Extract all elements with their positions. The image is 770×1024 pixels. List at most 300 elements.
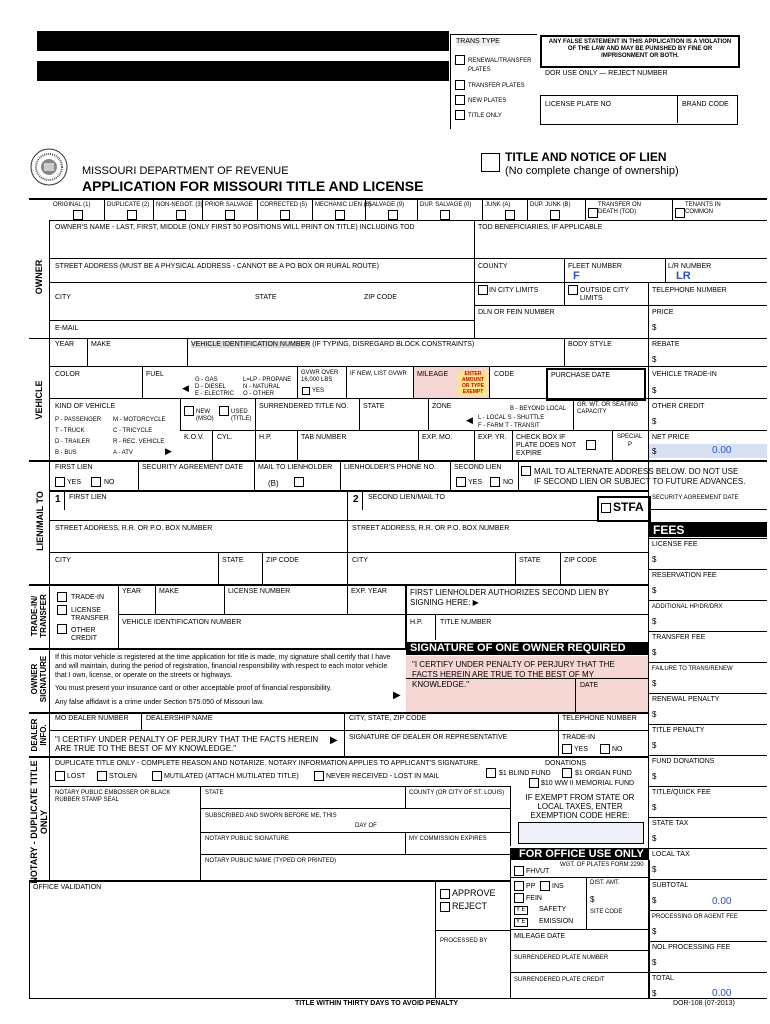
outside-city-label: OUTSIDE CITY LIMITS — [580, 287, 629, 302]
dollar-sign: $ — [652, 555, 657, 564]
notary-section-label: NOTARY - DUPLICATE TITLE ONLY — [29, 760, 49, 884]
redaction-bar — [37, 31, 449, 51]
kind-option: T - TRUCK — [55, 428, 85, 434]
surr-credit-label: SURRENDERED PLATE CREDIT — [514, 977, 605, 983]
trade-vin-label: VEHICLE IDENTIFICATION NUMBER — [122, 619, 242, 626]
fhvut-checkbox[interactable] — [514, 866, 524, 876]
never-received-checkbox[interactable] — [314, 771, 324, 781]
zone-arrow-icon: ◀ — [466, 415, 473, 425]
fuel-option: N - NATURAL — [243, 384, 281, 390]
first-auth-label: FIRST LIENHOLDER AUTHORIZES SECOND LIEN BY SIGNING HERE: ▶ — [410, 588, 609, 607]
fee-label: FAILURE TO TRANS/RENEW — [652, 666, 733, 672]
trade-section-label: TRADE-IN/ TRANSFER — [30, 594, 48, 638]
title-type-label: SALVAGE (9) — [368, 202, 405, 208]
commission-label: MY COMMISSION EXPIRES — [409, 836, 487, 842]
title-type-checkbox[interactable] — [280, 210, 290, 220]
dollar-sign: $ — [652, 803, 657, 812]
second-lien-no-checkbox[interactable] — [490, 477, 500, 487]
surr-plate-label: SURRENDERED PLATE NUMBER — [514, 955, 609, 961]
owner-name-label: OWNER'S NAME - LAST, FIRST, MIDDLE (ONLY FIRST 50 POSITIONS WILL PRINT ON TITLE) INCLUDING TOD — [55, 224, 415, 231]
license-plate-box — [540, 95, 738, 125]
owner-state-label: STATE — [255, 294, 277, 301]
dollar-sign: $ — [652, 417, 657, 426]
trade-year-label: YEAR — [122, 588, 142, 595]
trans-opt-label: PLATES — [468, 67, 491, 73]
net-price-label: NET PRICE — [652, 434, 690, 441]
zone-label: ZONE — [432, 403, 452, 410]
vin-label-text: VEHICLE IDENTIFICATION NUMBER — [191, 341, 311, 348]
yes-label: YES — [574, 746, 589, 753]
kind-option: C - TRICYCLE — [113, 428, 153, 434]
dollar-sign: $ — [652, 958, 657, 967]
dealership-name-label: DEALERSHIP NAME — [146, 715, 213, 722]
gvwr-yes-checkbox[interactable] — [302, 387, 310, 395]
dollar-sign: $ — [652, 323, 657, 332]
reason-lost: LOST — [67, 773, 86, 780]
ww2-fund-checkbox[interactable] — [529, 778, 539, 788]
dollar-sign: $ — [652, 896, 657, 905]
subscribed-label: SUBSCRIBED AND SWORN BEFORE ME, THIS — [205, 813, 337, 819]
gvwr-yes-label: YES — [312, 388, 325, 394]
wgt-label: WGT. OF PLATES FORM 2290 — [560, 862, 644, 868]
dollar-sign: $ — [652, 648, 657, 657]
donation-blind: $1 BLIND FUND — [499, 770, 551, 777]
lr-value: LR — [676, 270, 691, 282]
sig-date-label: DATE — [580, 682, 599, 689]
dln-label: DLN OR FEIN NUMBER — [478, 309, 555, 316]
no-label: NO — [104, 479, 115, 486]
fee-value: 0.00 — [712, 896, 732, 907]
email-label: E-MAIL — [55, 325, 79, 332]
fleet-value: F — [573, 270, 580, 282]
title-type-checkbox[interactable] — [335, 210, 345, 220]
owner-sig-text2: You must present your insurance card or other acceptable proof of financial responsibility. — [55, 685, 332, 692]
dealer-phone-label: TELEPHONE NUMBER — [562, 715, 637, 722]
color-label: COLOR — [55, 371, 80, 378]
application-title: APPLICATION FOR MISSOURI TITLE AND LICENSE — [82, 178, 424, 194]
fhvut-label: FHVUT — [526, 868, 550, 875]
reject-label: REJECT — [452, 901, 488, 911]
vehicle-state-label: STATE — [363, 403, 385, 410]
fee-label: LOCAL TAX — [652, 851, 690, 858]
fuel-option: L=LP - PROPANE — [243, 377, 292, 383]
trans-opt-label: RENEWAL/TRANSFER — [468, 58, 532, 64]
safety-label: SAFETY — [539, 906, 567, 913]
title-only-checkbox[interactable] — [455, 110, 465, 120]
zone-option-text: S - SHUTTLE — [507, 415, 545, 421]
kind-label: KIND OF VEHICLE — [55, 403, 116, 410]
for-office-label: FOR OFFICE USE ONLY — [519, 848, 644, 860]
other-credit-option: OTHER CREDIT — [71, 627, 98, 642]
title-type-checkbox[interactable] — [73, 210, 83, 220]
exempt-code-box[interactable] — [518, 822, 644, 844]
owner-sig-label: OWNER SIGNATURE — [30, 655, 48, 703]
fee-label: NOL PROCESSING FEE — [652, 944, 731, 951]
kind-arrow-icon: ▶ — [165, 446, 172, 456]
other-credit-checkbox[interactable] — [57, 624, 67, 634]
enter-amount-note: ENTER AMOUNT OR TYPE EXEMPT — [458, 371, 488, 395]
lost-checkbox[interactable] — [55, 771, 65, 781]
dollar-sign: $ — [652, 679, 657, 688]
other-credit-label: OTHER CREDIT — [652, 403, 705, 410]
first-auth-text: FIRST LIENHOLDER AUTHORIZES SECOND LIEN BY SIGNING HERE: — [410, 588, 609, 607]
fuel-options-2 — [243, 377, 291, 398]
title-type-row — [50, 200, 767, 220]
trade-in-checkbox[interactable] — [57, 592, 67, 602]
first-lien-label: FIRST LIEN — [55, 464, 93, 471]
kind-option: P - PASSENGER — [55, 417, 102, 423]
yes-label: YES — [468, 479, 483, 486]
fuel-option: G - GAS — [195, 377, 218, 383]
net-price-value: 0.00 — [712, 445, 732, 456]
fees-title: FEES — [653, 523, 685, 537]
net-price-shade — [649, 444, 767, 458]
day-of-label: DAY OF — [355, 823, 377, 829]
emission-label: EMISSION — [539, 918, 574, 925]
title-type-label: NON-NEGOT. (3) — [156, 202, 203, 208]
exp-mo-label: EXP. MO. — [422, 434, 453, 441]
zone-option-text: L - LOCAL — [478, 415, 506, 421]
zone-option — [478, 423, 540, 430]
signature-required: SIGNATURE OF ONE OWNER REQUIRED — [410, 642, 626, 654]
vin-label — [191, 341, 474, 349]
title-type-checkbox[interactable] — [127, 210, 137, 220]
fee-label: TOTAL — [652, 975, 674, 982]
title-type-label: MECHANIC LIEN (6) — [315, 202, 372, 208]
mileage-label: MILEAGE — [417, 371, 449, 378]
new-checkbox[interactable] — [184, 406, 194, 416]
fuel-arrow-icon: ◀ — [182, 383, 189, 393]
lien-number-2: 2 — [353, 494, 359, 505]
fee-label: RENEWAL PENALTY — [652, 696, 720, 703]
dollar-sign: $ — [652, 865, 657, 874]
year-label: YEAR — [55, 341, 75, 348]
title-type-label: DUP. SALVAGE (0) — [420, 202, 472, 208]
vehicle-section-label: VEHICLE — [34, 380, 44, 420]
mileage-date-label: MILEAGE DATE — [514, 933, 566, 940]
lien2-street-label: STREET ADDRESS, R.R. OR P.O. BOX NUMBER — [352, 525, 510, 532]
mail-to-checkbox[interactable] — [294, 477, 304, 487]
dollar-sign: $ — [652, 989, 657, 998]
lien1-state-label: STATE — [222, 557, 244, 564]
blind-fund-checkbox[interactable] — [486, 768, 496, 778]
donation-organ: $1 ORGAN FUND — [575, 770, 632, 777]
title-type-label: TRANSFER ON DEATH (TOD) — [598, 202, 642, 215]
exp-yr-label: EXP. YR. — [478, 434, 507, 441]
fee-label: RESERVATION FEE — [652, 572, 717, 579]
pp-checkbox[interactable] — [514, 881, 524, 891]
zone-option — [478, 415, 544, 422]
in-city-checkbox[interactable] — [478, 285, 488, 295]
fleet-label: FLEET NUMBER — [568, 263, 622, 270]
fee-label: FUND DONATIONS — [652, 758, 715, 765]
lien1-zip-label: ZIP CODE — [266, 557, 299, 564]
owner-city-label: CITY — [55, 294, 71, 301]
special-p: P — [628, 442, 633, 448]
check-box-label: CHECK BOX IF PLATE DOES NOT EXPIRE — [516, 434, 577, 457]
transfer-plates-checkbox[interactable] — [455, 80, 465, 90]
body-style-label: BODY STYLE — [568, 341, 612, 348]
trade-hp-label: H.P. — [410, 619, 423, 626]
kind-option: A - ATV — [113, 450, 133, 456]
trade-in-label: VEHICLE TRADE-IN — [652, 371, 717, 378]
lien1-street-label: STREET ADDRESS, R.R. OR P.O. BOX NUMBER — [55, 525, 213, 532]
exempt-label: IF EXEMPT FROM STATE OR LOCAL TAXES, ENTER EXEMPTION CODE HERE: — [525, 793, 635, 820]
surrendered-label: SURRENDERED TITLE NO. — [259, 403, 349, 410]
trade-license-label: LICENSE NUMBER — [228, 588, 291, 595]
title-type-label: CORRECTED (5) — [260, 202, 308, 208]
kind-option: D - TRAILER — [55, 439, 90, 445]
lien-section-label: LIEN/MAIL TO — [35, 491, 45, 551]
reject-checkbox[interactable] — [440, 902, 450, 912]
kind-option: R - REC. VEHICLE — [113, 439, 165, 445]
hp-label: H.P. — [259, 434, 272, 441]
lien-title: TITLE AND NOTICE OF LIEN — [505, 150, 667, 164]
gr-wt-label: GR. WT. OR SEATING CAPACITY — [577, 402, 638, 415]
fuel-option: O - OTHER — [243, 391, 274, 397]
fee-label: STATE TAX — [652, 820, 689, 827]
fein-checkbox[interactable] — [514, 893, 524, 903]
title-type-checkbox[interactable] — [176, 210, 186, 220]
dollar-sign: $ — [590, 895, 595, 904]
kind-option: M - MOTORCYCLE — [113, 417, 166, 423]
fee-label: TITLE PENALTY — [652, 727, 705, 734]
used-label: USED (TITLE) — [231, 409, 252, 422]
cyl-label: CYL. — [217, 434, 233, 441]
notary-printed-label: NOTARY PUBLIC NAME (TYPED OR PRINTED) — [205, 858, 337, 864]
make-label: MAKE — [91, 341, 111, 348]
in-city-label: IN CITY LIMITS — [489, 287, 539, 294]
kind-options — [55, 415, 101, 459]
stfa-label: STFA — [613, 500, 644, 514]
lien1-city-label: CITY — [55, 557, 71, 564]
ye-emission: Y E — [516, 919, 526, 925]
dollar-sign: $ — [652, 617, 657, 626]
used-checkbox[interactable] — [219, 406, 229, 416]
dollar-sign: $ — [652, 586, 657, 595]
kind-options-2 — [113, 415, 166, 459]
title-type-label: TENANTS IN COMMON — [685, 202, 721, 215]
title-type-checkbox[interactable] — [675, 208, 685, 218]
fuel-option: D - DIESEL — [195, 384, 227, 390]
embosser-label: NOTARY PUBLIC EMBOSSER OR BLACK RUBBER STAMP SEAL — [55, 790, 171, 803]
fuel-label: FUEL — [146, 371, 164, 378]
dup-only-label: DUPLICATE TITLE ONLY - COMPLETE REASON AND NOTARIZE. NOTARY INFORMATION APPLIES TO APPLICANT'S SIGNATURE. — [55, 760, 480, 767]
dollar-sign: $ — [652, 355, 657, 364]
dealer-yes-checkbox[interactable] — [562, 744, 572, 754]
lien-subtitle: (No complete change of ownership) — [505, 165, 679, 177]
zone-option-text: F - FARM — [478, 423, 504, 429]
fee-label: TITLE/QUICK FEE — [652, 789, 711, 796]
second-mail-label: SECOND LIEN/MAIL TO — [368, 494, 445, 501]
reason-stolen: STOLEN — [109, 773, 137, 780]
license-transfer-option: LICENSE TRANSFER — [71, 607, 109, 622]
security-date-label: SECURITY AGREEMENT DATE — [142, 464, 244, 471]
dealer-city-label: CITY, STATE, ZIP CODE — [349, 715, 427, 722]
lien2-state-label: STATE — [519, 557, 541, 564]
tod-label: TOD BENEFICIARIES, IF APPLICABLE — [478, 224, 603, 231]
dollar-sign: $ — [652, 834, 657, 843]
new-plates-checkbox[interactable] — [455, 95, 465, 105]
rebate-label: REBATE — [652, 341, 680, 348]
no-label: NO — [503, 479, 514, 486]
office-validation-label: OFFICE VALIDATION — [33, 884, 102, 891]
outside-city-checkbox[interactable] — [568, 285, 578, 295]
trade-in-option: TRADE-IN — [71, 594, 105, 601]
lien-checkbox[interactable] — [481, 153, 500, 172]
mail-alt-label: MAIL TO ALTERNATE ADDRESS BELOW. DO NOT USE IF SECOND LIEN OR SUBJECT TO FUTURE ADVANCES. — [534, 467, 746, 486]
trade-make-label: MAKE — [159, 588, 179, 595]
lien-number-1: 1 — [55, 494, 61, 505]
lien-phone-label: LIENHOLDER'S PHONE NO. — [344, 464, 436, 471]
new-gvwr-label: IF NEW, LIST GVWR — [350, 371, 407, 377]
mail-alt-checkbox[interactable] — [521, 466, 531, 476]
title-type-label: ORIGINAL (1) — [53, 202, 91, 208]
brand-code-label: BRAND CODE — [682, 101, 729, 108]
yes-label: YES — [67, 479, 82, 486]
dor-use-only: DOR USE ONLY — REJECT NUMBER — [545, 70, 668, 77]
purchase-date-label: PURCHASE DATE — [551, 372, 610, 379]
reason-never-received: NEVER RECEIVED - LOST IN MAIL — [326, 773, 440, 780]
title-type-checkbox[interactable] — [440, 210, 450, 220]
title-type-label: DUP. JUNK (B) — [530, 202, 571, 208]
title-type-checkbox[interactable] — [225, 210, 235, 220]
processed-by-label: PROCESSED BY — [440, 938, 488, 944]
kov-label: K.O.V. — [184, 434, 204, 441]
dealer-trade-in-label: TRADE-IN — [562, 734, 596, 741]
sig-arrow-icon: ▶ — [393, 690, 401, 701]
fuel-options — [195, 377, 234, 398]
notary-county-label: COUNTY (OR CITY OF ST. LOUIS) — [409, 790, 505, 796]
kind-option: B - BUS — [55, 450, 77, 456]
site-code-label: SITE CODE — [590, 909, 623, 915]
no-label: NO — [612, 746, 623, 753]
notary-signature-label: NOTARY PUBLIC SIGNATURE — [205, 836, 289, 842]
gvwr-label: GVWR OVER 16,000 LBS — [301, 370, 339, 383]
approve-checkbox[interactable] — [440, 889, 450, 899]
license-plate-label: LICENSE PLATE NO — [545, 101, 612, 108]
first-lienholder-label: FIRST LIEN — [69, 494, 107, 501]
mutilated-checkbox[interactable] — [152, 771, 162, 781]
trade-title-number-label: TITLE NUMBER — [440, 619, 492, 626]
notary-state-label: STATE — [205, 790, 224, 796]
form-number: DOR-108 (07-2013) — [673, 1000, 735, 1007]
trans-opt-label: TRANSFER PLATES — [468, 83, 525, 89]
dollar-sign: $ — [652, 386, 657, 395]
special-label: SPECIAL — [617, 434, 643, 440]
organ-fund-checkbox[interactable] — [562, 768, 572, 778]
mail-to-label: MAIL TO LIENHOLDER — [258, 464, 333, 471]
missouri-seal — [30, 148, 68, 186]
department-name: MISSOURI DEPARTMENT OF REVENUE — [82, 165, 289, 177]
fuel-option: E - ELECTRIC — [195, 391, 235, 397]
price-label: PRICE — [652, 309, 674, 316]
lien2-city-label: CITY — [352, 557, 368, 564]
ins-label: INS — [552, 883, 564, 890]
trans-opt-label: NEW PLATES — [468, 98, 507, 104]
trans-type-label: TRANS TYPE — [456, 38, 500, 45]
new-label: NEW (MSO) — [196, 409, 214, 422]
tab-label: TAB NUMBER — [301, 434, 347, 441]
footer-penalty: TITLE WITHIN THIRTY DAYS TO AVOID PENALTY — [295, 1000, 459, 1007]
renewal-transfer-checkbox[interactable] — [455, 55, 465, 65]
dollar-sign: $ — [652, 772, 657, 781]
owner-zip-label: ZIP CODE — [364, 294, 397, 301]
title-type-label: DUPLICATE (2) — [107, 202, 150, 208]
ye-safety: Y E — [516, 907, 526, 913]
title-type-checkbox[interactable] — [550, 210, 560, 220]
fee-label: LICENSE FEE — [652, 541, 698, 548]
reason-mutilated: MUTILATED (ATTACH MUTILATED TITLE) — [164, 773, 299, 780]
fee-value: 0.00 — [712, 988, 732, 999]
redaction-bar — [37, 61, 449, 81]
dealer-certify: "I CERTIFY UNDER PENALTY OF PERJURY THAT THE FACTS HEREIN ARE TRUE TO THE BEST OF MY KNOWLEDGE." — [55, 735, 319, 753]
fee-label: SUBTOTAL — [652, 882, 689, 889]
license-transfer-checkbox[interactable] — [57, 605, 67, 615]
b-label: (B) — [268, 479, 279, 488]
security-agree-label: SECURITY AGREEMENT DATE — [652, 495, 739, 501]
lien2-zip-label: ZIP CODE — [564, 557, 597, 564]
dollar-sign: $ — [652, 710, 657, 719]
owner-street-label: STREET ADDRESS (MUST BE A PHYSICAL ADDRESS - CANNOT BE A PO BOX OR RURAL ROUTE) — [55, 263, 379, 270]
owner-sig-text3: Any false affidavit is a crime under Section 575.050 of Missouri law. — [55, 699, 264, 706]
dealer-no-checkbox[interactable] — [600, 744, 610, 754]
stolen-checkbox[interactable] — [97, 771, 107, 781]
second-lien-label: SECOND LIEN — [454, 464, 502, 471]
second-lien-yes-checkbox[interactable] — [456, 477, 466, 487]
dollar-sign: $ — [652, 741, 657, 750]
dealer-section-label: DEALER INFO. — [30, 718, 48, 752]
owner-certify: "I CERTIFY UNDER PENALTY OF PERJURY THAT THE FACTS HEREIN ARE TRUE TO THE BEST OF MY KNOWLEDGE." — [412, 660, 615, 689]
dollar-sign: $ — [652, 447, 657, 456]
trans-opt-label: TITLE ONLY — [468, 113, 502, 119]
telephone-label: TELEPHONE NUMBER — [652, 287, 727, 294]
dist-label: DIST. AMT. — [590, 880, 620, 886]
fein-label: FEIN — [526, 895, 542, 902]
first-lien-no-checkbox[interactable] — [91, 477, 101, 487]
owner-section-label: OWNER — [34, 259, 44, 295]
owner-sig-text1: If this motor vehicle is registered at the time application for title is made, my signature shall certify that I have and will maintain, during the period of registration, financial responsibility with respect to each motor vehicle that I own, license, or operate on the streets or highways. — [55, 654, 391, 679]
plate-no-expire-checkbox[interactable] — [586, 440, 596, 450]
title-type-checkbox[interactable] — [388, 210, 398, 220]
title-type-label: PRIOR SALVAGE — [205, 202, 253, 208]
stfa-checkbox[interactable] — [601, 503, 611, 513]
mo-dealer-label: MO DEALER NUMBER — [55, 715, 129, 722]
dealer-signature-label: SIGNATURE OF DEALER OR REPRESENTATIVE — [349, 734, 508, 741]
title-type-label: JUNK (A) — [485, 202, 511, 208]
title-type-checkbox[interactable] — [588, 208, 598, 218]
pp-label: PP — [526, 883, 536, 890]
county-label: COUNTY — [478, 263, 508, 270]
trade-exp-year-label: EXP. YEAR — [351, 588, 387, 595]
first-lien-yes-checkbox[interactable] — [55, 477, 65, 487]
ins-checkbox[interactable] — [540, 881, 550, 891]
lr-label: L/R NUMBER — [668, 263, 712, 270]
dollar-sign: $ — [652, 927, 657, 936]
fee-label: PROCESSING OR AGENT FEE — [652, 914, 738, 920]
zone-option: B - BEYOND LOCAL — [510, 406, 567, 412]
dealer-arrow-icon: ▶ — [330, 735, 338, 746]
zone-option-text: T - TRANSIT — [505, 423, 540, 429]
fee-label: ADDITIONAL HP/DR/DRX — [652, 604, 723, 610]
false-statement: ANY FALSE STATEMENT IN THIS APPLICATION IS A VIOLATION OF THE LAW AND MAY BE PUNISHED BY FINE OR IMPRISONMENT OR BOTH. — [548, 39, 732, 59]
approve-label: APPROVE — [452, 888, 496, 898]
fee-label: TRANSFER FEE — [652, 634, 706, 641]
donation-ww2: $10 WW II MEMORIAL FUND — [541, 780, 635, 787]
title-type-checkbox[interactable] — [505, 210, 515, 220]
code-label: CODE — [494, 371, 515, 378]
vin-note: (IF TYPING, DISREGARD BLOCK CONSTRAINTS) — [312, 341, 475, 348]
